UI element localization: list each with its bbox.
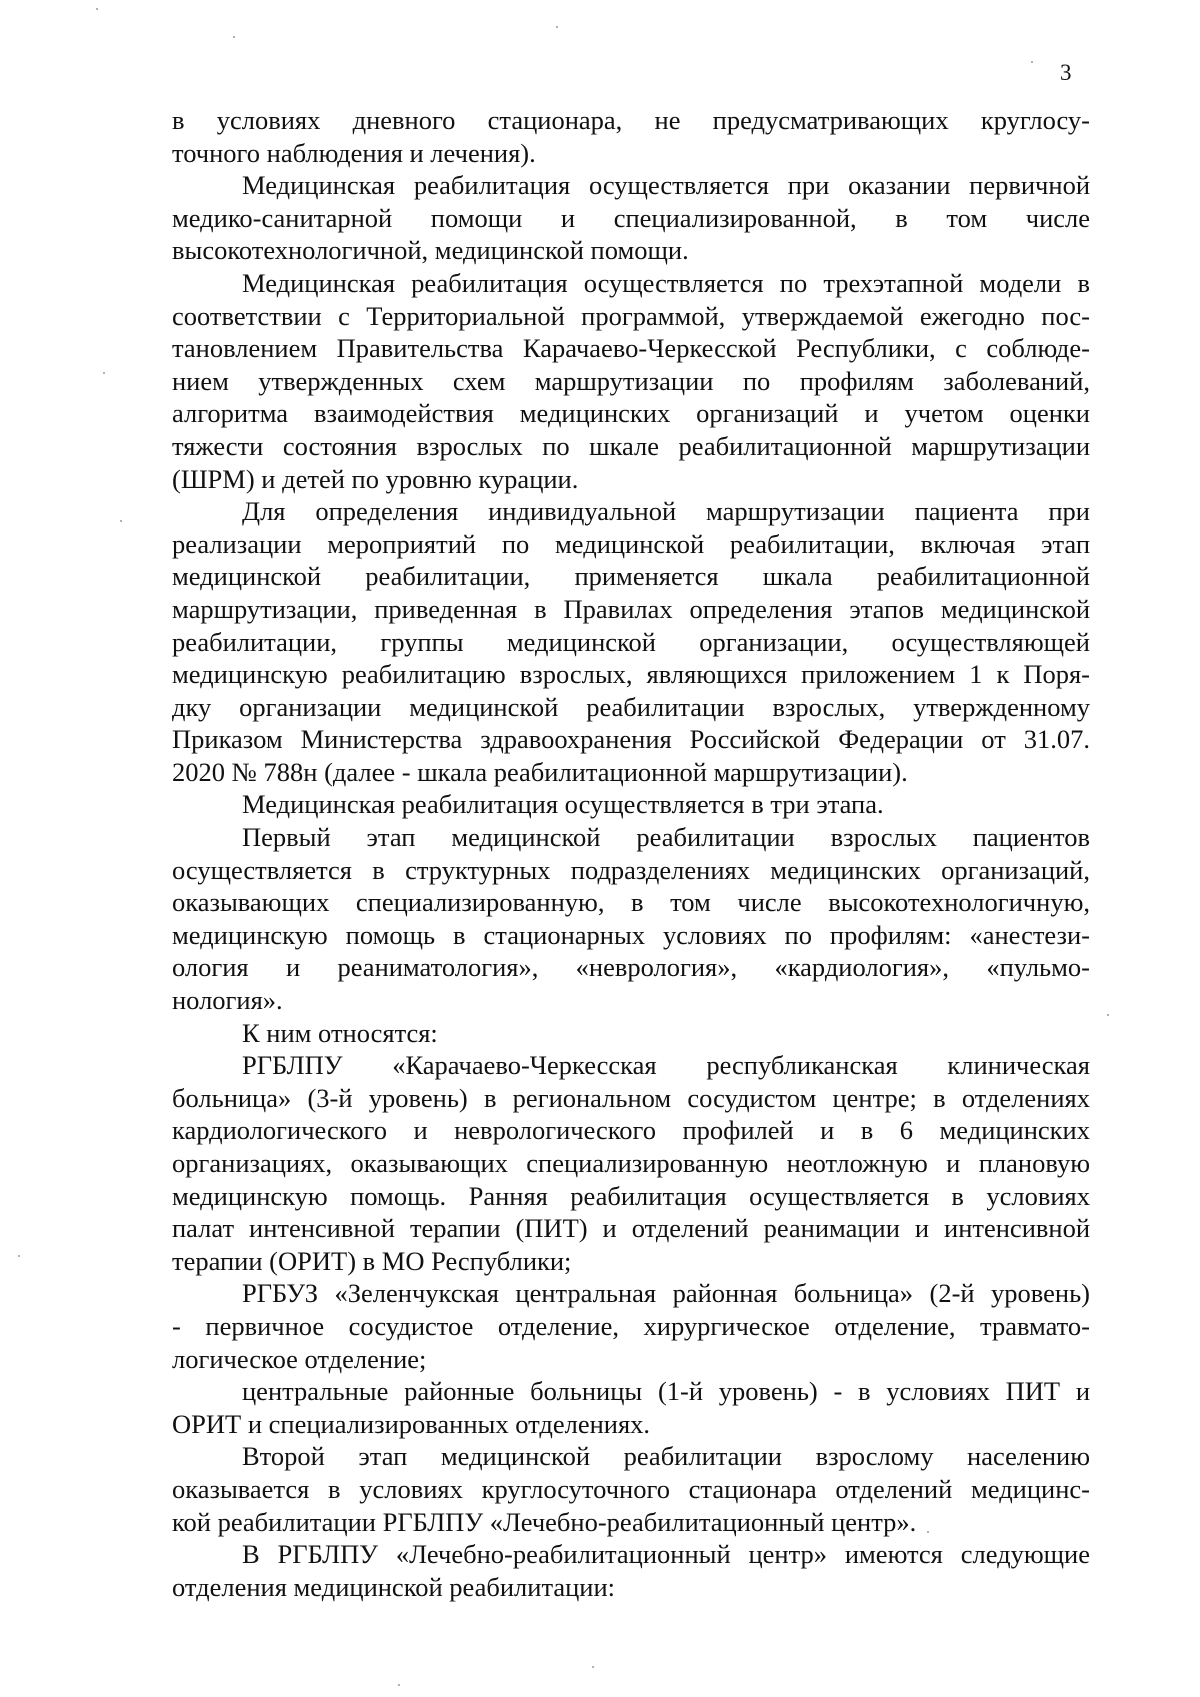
page-number: 3 xyxy=(1060,60,1072,85)
text-line: - первичное сосудистое отделение, хирургическое отделение, травмато- xyxy=(172,1310,1090,1341)
scan-speck xyxy=(1107,1014,1109,1016)
text-line: медико-санитарной помощи и специализированной, в том числе xyxy=(172,202,1090,233)
text-line: оказывающих специализированную, в том числе высокотехнологичную, xyxy=(172,887,1090,918)
scan-speck xyxy=(96,8,98,10)
text-line: оказывается в условиях круглосуточного стационара отделений медицинс- xyxy=(172,1473,1090,1504)
paragraph xyxy=(172,1017,1090,1050)
scan-speck xyxy=(233,36,235,38)
text-line: Приказом Министерства здравоохранения Российской Федерации от 31.07. xyxy=(172,724,1090,755)
text-line: реабилитации, группы медицинской организации, осуществляющей xyxy=(172,626,1090,657)
text-line: в условиях дневного стационара, не предусматривающих круглосу- xyxy=(172,105,1090,135)
text-line: логическое отделение; xyxy=(172,1343,427,1374)
text-line: терапии (ОРИТ) в МО Республики; xyxy=(172,1245,572,1276)
paragraph xyxy=(172,788,1090,821)
text-line: осуществляется в структурных подразделениях медицинских организаций, xyxy=(172,854,1090,885)
text-line: соответствии с Территориальной программой, утверждаемой ежегодно пос- xyxy=(172,300,1090,331)
text-line: Первый этап медицинской реабилитации взрослых пациентов xyxy=(242,822,1090,853)
paragraph xyxy=(172,1538,1090,1603)
text-line: дку организации медицинской реабилитации взрослых, утвержденному xyxy=(172,691,1090,722)
text-line: организациях, оказывающих специализированную неотложную и плановую xyxy=(172,1148,1090,1178)
text-line: кой реабилитации РГБЛПУ «Лечебно-реабилитационный центр». xyxy=(172,1506,917,1537)
text-line: ология и реаниматология», «неврология», «кардиология», «пульмо- xyxy=(172,952,1090,983)
text-line: медицинскую реабилитацию взрослых, являющихся приложением 1 к Поря- xyxy=(172,659,1090,690)
text-line: реализации мероприятий по медицинской реабилитации, включая этап xyxy=(172,528,1090,559)
body-text xyxy=(172,104,1090,1603)
text-line: РГБЛПУ «Карачаево-Черкесская республиканская клиническая xyxy=(242,1050,1090,1081)
text-line: К ним относятся: xyxy=(242,1017,438,1048)
text-line: нием утвержденных схем маршрутизации по профилям заболеваний, xyxy=(172,365,1090,396)
text-line: ОРИТ и специализированных отделениях. xyxy=(172,1408,651,1439)
text-line: медицинской реабилитации, применяется шкала реабилитационной xyxy=(172,561,1090,592)
text-line: маршрутизации, приведенная в Правилах определения этапов медицинской xyxy=(172,593,1090,624)
text-line: больница» (3-й уровень) в региональном сосудистом центре; в отделениях xyxy=(172,1082,1090,1113)
text-line: медицинскую помощь. Ранняя реабилитация осуществляется в условиях xyxy=(172,1180,1090,1211)
text-line: В РГБЛПУ «Лечебно-реабилитационный центр» имеются следующие xyxy=(242,1539,1090,1570)
text-line: Второй этап медицинской реабилитации взрослому населению xyxy=(242,1441,1090,1472)
paragraph xyxy=(172,1277,1090,1375)
text-line: высокотехнологичной, медицинской помощи. xyxy=(172,235,689,266)
paragraph xyxy=(172,267,1090,495)
text-line: палат интенсивной терапии (ПИТ) и отделений реанимации и интенсивной xyxy=(172,1213,1090,1244)
paragraph xyxy=(172,1440,1090,1538)
scan-speck xyxy=(1031,61,1033,63)
text-line: центральные районные больницы (1-й уровень) - в условиях ПИТ и xyxy=(242,1376,1090,1407)
text-line: алгоритма взаимодействия медицинских организаций и учетом оценки xyxy=(172,398,1090,429)
text-line: тановлением Правительства Карачаево-Черкесской Республики, с соблюде- xyxy=(172,333,1090,364)
scan-speck xyxy=(927,1531,929,1533)
text-line: (ШРМ) и детей по уровню курации. xyxy=(172,463,579,494)
text-line: Медицинская реабилитация осуществляется в три этапа. xyxy=(242,789,884,820)
text-line: 2020 № 788н (далее - шкала реабилитационной маршрутизации). xyxy=(172,756,908,787)
scan-speck xyxy=(103,372,105,374)
scan-speck xyxy=(18,1255,20,1257)
scan-speck xyxy=(556,26,558,28)
scan-speck xyxy=(592,1666,594,1668)
text-line: тяжести состояния взрослых по шкале реабилитационной маршрутизации xyxy=(172,430,1090,461)
text-line: нология». xyxy=(172,985,283,1016)
paragraph xyxy=(172,1049,1090,1277)
paragraph xyxy=(172,821,1090,1017)
text-line: Медицинская реабилитация осуществляется при оказании первичной xyxy=(242,170,1090,201)
text-line: Для определения индивидуальной маршрутизации пациента при xyxy=(242,496,1090,527)
scan-speck xyxy=(398,1684,400,1686)
paragraph xyxy=(172,1375,1090,1440)
text-line: медицинскую помощь в стационарных условиях по профилям: «анестези- xyxy=(172,919,1090,950)
paragraph xyxy=(172,495,1090,788)
paragraph xyxy=(172,104,1090,169)
paragraph xyxy=(172,169,1090,267)
text-line: отделения медицинской реабилитации: xyxy=(172,1571,616,1602)
text-line: кардиологического и неврологического профилей и в 6 медицинских xyxy=(172,1115,1090,1146)
scan-speck xyxy=(120,520,122,522)
text-line: точного наблюдения и лечения). xyxy=(172,137,536,168)
text-line: РГБУЗ «Зеленчукская центральная районная больница» (2-й уровень) xyxy=(242,1278,1090,1309)
text-line: Медицинская реабилитация осуществляется по трехэтапной модели в xyxy=(242,267,1090,298)
